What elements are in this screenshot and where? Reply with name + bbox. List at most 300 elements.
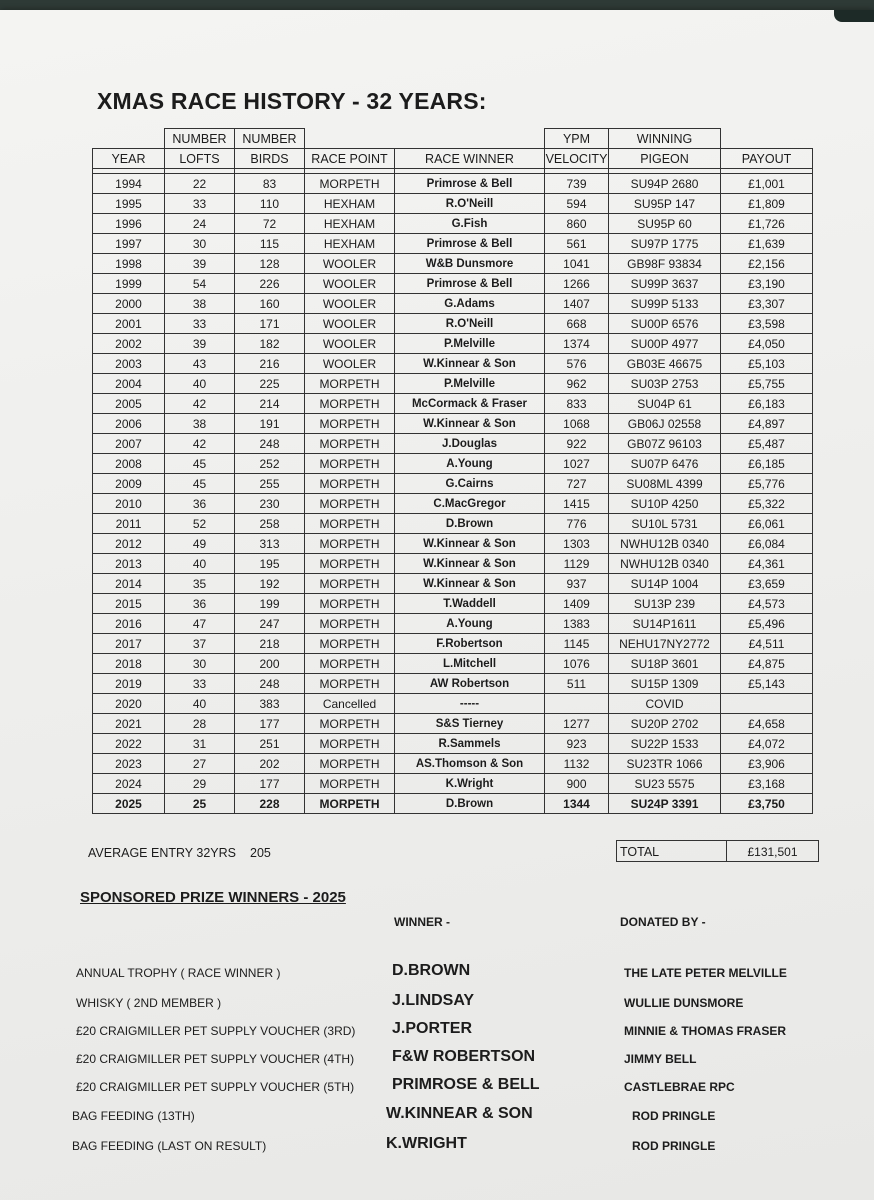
table-row bbox=[93, 314, 813, 334]
cell-velocity: 860 bbox=[545, 214, 609, 234]
cell-payout: £5,487 bbox=[721, 434, 813, 454]
cell-payout: £1,001 bbox=[721, 174, 813, 194]
cell-lofts: 39 bbox=[165, 254, 235, 274]
cell-birds: 218 bbox=[235, 634, 305, 654]
cell-year: 2018 bbox=[93, 654, 165, 674]
cell-year: 1994 bbox=[93, 174, 165, 194]
cell-payout: £2,156 bbox=[721, 254, 813, 274]
cell-payout: £4,511 bbox=[721, 634, 813, 654]
cell-lofts: 33 bbox=[165, 194, 235, 214]
cell-payout: £3,307 bbox=[721, 294, 813, 314]
cell-lofts: 37 bbox=[165, 634, 235, 654]
cell-race-point: MORPETH bbox=[305, 554, 395, 574]
cell-race-winner: McCormack & Fraser bbox=[395, 394, 545, 414]
table-row bbox=[93, 194, 813, 214]
header-ypm: YPM bbox=[545, 129, 609, 149]
cell-race-point: MORPETH bbox=[305, 494, 395, 514]
cell-race-point: MORPETH bbox=[305, 434, 395, 454]
prize-winner: J.PORTER bbox=[392, 1020, 473, 1037]
cell-birds: 192 bbox=[235, 574, 305, 594]
cell-velocity: 833 bbox=[545, 394, 609, 414]
cell-race-winner: A.Young bbox=[395, 454, 545, 474]
cell-pigeon: GB98F 93834 bbox=[609, 254, 721, 274]
cell-year: 2017 bbox=[93, 634, 165, 654]
header-payout: PAYOUT bbox=[721, 149, 813, 169]
cell-velocity: 1407 bbox=[545, 294, 609, 314]
cell-payout: £1,639 bbox=[721, 234, 813, 254]
cell-year: 2007 bbox=[93, 434, 165, 454]
cell-lofts: 42 bbox=[165, 394, 235, 414]
cell-lofts: 22 bbox=[165, 174, 235, 194]
cell-lofts: 30 bbox=[165, 654, 235, 674]
prize-donor: THE LATE PETER MELVILLE bbox=[624, 966, 787, 980]
cell-race-point: MORPETH bbox=[305, 474, 395, 494]
cell-velocity: 1132 bbox=[545, 754, 609, 774]
cell-birds: 225 bbox=[235, 374, 305, 394]
cell-lofts: 38 bbox=[165, 294, 235, 314]
header-pigeon: PIGEON bbox=[609, 149, 721, 169]
cell-lofts: 43 bbox=[165, 354, 235, 374]
cell-year: 1996 bbox=[93, 214, 165, 234]
cell-year: 1995 bbox=[93, 194, 165, 214]
prize-row bbox=[0, 1044, 874, 1072]
cell-year: 2024 bbox=[93, 774, 165, 794]
cell-birds: 228 bbox=[235, 794, 305, 814]
cell-pigeon: GB06J 02558 bbox=[609, 414, 721, 434]
prize-label: WHISKY ( 2ND MEMBER ) bbox=[76, 996, 222, 1010]
table-row bbox=[93, 434, 813, 454]
cell-race-winner: W.Kinnear & Son bbox=[395, 534, 545, 554]
cell-lofts: 45 bbox=[165, 454, 235, 474]
cell-velocity: 1415 bbox=[545, 494, 609, 514]
cell-year: 2004 bbox=[93, 374, 165, 394]
cell-race-winner: W.Kinnear & Son bbox=[395, 574, 545, 594]
prize-label: £20 CRAIGMILLER PET SUPPLY VOUCHER (4TH) bbox=[76, 1052, 355, 1066]
cell-race-winner: D.Brown bbox=[395, 514, 545, 534]
cell-race-point: MORPETH bbox=[305, 654, 395, 674]
cell-payout: £4,897 bbox=[721, 414, 813, 434]
cell-velocity: 1027 bbox=[545, 454, 609, 474]
prize-donor: ROD PRINGLE bbox=[632, 1139, 716, 1153]
cell-birds: 182 bbox=[235, 334, 305, 354]
prize-label: ANNUAL TROPHY ( RACE WINNER ) bbox=[76, 966, 281, 980]
cell-race-point: MORPETH bbox=[305, 414, 395, 434]
cell-velocity: 1145 bbox=[545, 634, 609, 654]
cell-lofts: 30 bbox=[165, 234, 235, 254]
cell-birds: 258 bbox=[235, 514, 305, 534]
cell-lofts: 52 bbox=[165, 514, 235, 534]
header-velocity: VELOCITY bbox=[545, 149, 609, 169]
cell-race-winner: ----- bbox=[395, 694, 545, 714]
cell-velocity: 727 bbox=[545, 474, 609, 494]
cell-race-point: WOOLER bbox=[305, 274, 395, 294]
prize-label: BAG FEEDING (LAST ON RESULT) bbox=[72, 1139, 267, 1153]
cell-year: 1997 bbox=[93, 234, 165, 254]
cell-year: 2025 bbox=[93, 794, 165, 814]
cell-race-winner: J.Douglas bbox=[395, 434, 545, 454]
cell-birds: 128 bbox=[235, 254, 305, 274]
cell-velocity: 1409 bbox=[545, 594, 609, 614]
cell-year: 2016 bbox=[93, 614, 165, 634]
cell-race-winner: W.Kinnear & Son bbox=[395, 354, 545, 374]
header-race-winner: RACE WINNER bbox=[395, 149, 545, 169]
cell-birds: 202 bbox=[235, 754, 305, 774]
header-number-lofts-top: NUMBER bbox=[165, 129, 235, 149]
cell-race-winner: R.Sammels bbox=[395, 734, 545, 754]
cell-race-winner: S&S Tierney bbox=[395, 714, 545, 734]
cell-race-point: MORPETH bbox=[305, 594, 395, 614]
cell-race-point: WOOLER bbox=[305, 354, 395, 374]
cell-year: 2000 bbox=[93, 294, 165, 314]
cell-velocity: 900 bbox=[545, 774, 609, 794]
prize-row bbox=[0, 1131, 874, 1159]
table-row bbox=[93, 694, 813, 714]
cell-year: 2013 bbox=[93, 554, 165, 574]
cell-birds: 110 bbox=[235, 194, 305, 214]
cell-race-winner: G.Fish bbox=[395, 214, 545, 234]
cell-payout: £3,906 bbox=[721, 754, 813, 774]
cell-velocity: 1068 bbox=[545, 414, 609, 434]
cell-velocity: 576 bbox=[545, 354, 609, 374]
table-row bbox=[93, 554, 813, 574]
cell-race-point: MORPETH bbox=[305, 374, 395, 394]
table-row bbox=[93, 214, 813, 234]
prize-label: £20 CRAIGMILLER PET SUPPLY VOUCHER (3RD) bbox=[76, 1024, 356, 1038]
table-row bbox=[93, 614, 813, 634]
cell-pigeon: SU00P 6576 bbox=[609, 314, 721, 334]
cell-birds: 171 bbox=[235, 314, 305, 334]
table-row bbox=[93, 574, 813, 594]
cell-race-point: WOOLER bbox=[305, 334, 395, 354]
cell-lofts: 40 bbox=[165, 694, 235, 714]
header-row-top bbox=[93, 129, 813, 149]
cell-race-winner: W.Kinnear & Son bbox=[395, 414, 545, 434]
cell-race-winner: G.Adams bbox=[395, 294, 545, 314]
cell-pigeon: SU00P 4977 bbox=[609, 334, 721, 354]
cell-velocity: 923 bbox=[545, 734, 609, 754]
cell-race-winner: A.Young bbox=[395, 614, 545, 634]
cell-year: 2020 bbox=[93, 694, 165, 714]
cell-birds: 115 bbox=[235, 234, 305, 254]
cell-lofts: 35 bbox=[165, 574, 235, 594]
cell-year: 2023 bbox=[93, 754, 165, 774]
cell-velocity: 776 bbox=[545, 514, 609, 534]
cell-payout: £3,659 bbox=[721, 574, 813, 594]
table-row bbox=[93, 754, 813, 774]
cell-pigeon: SU14P1611 bbox=[609, 614, 721, 634]
prize-row bbox=[0, 1016, 874, 1044]
cell-lofts: 24 bbox=[165, 214, 235, 234]
cell-pigeon: NEHU17NY2772 bbox=[609, 634, 721, 654]
cell-pigeon: SU95P 147 bbox=[609, 194, 721, 214]
cell-race-winner: Primrose & Bell bbox=[395, 274, 545, 294]
cell-birds: 177 bbox=[235, 774, 305, 794]
cell-year: 2019 bbox=[93, 674, 165, 694]
cell-payout: £4,072 bbox=[721, 734, 813, 754]
cell-birds: 200 bbox=[235, 654, 305, 674]
cell-pigeon: NWHU12B 0340 bbox=[609, 554, 721, 574]
cell-lofts: 31 bbox=[165, 734, 235, 754]
header-birds: BIRDS bbox=[235, 149, 305, 169]
table-row bbox=[93, 734, 813, 754]
table-row bbox=[93, 774, 813, 794]
cell-pigeon: SU07P 6476 bbox=[609, 454, 721, 474]
table-row bbox=[93, 374, 813, 394]
prize-row bbox=[0, 1072, 874, 1100]
cell-year: 2022 bbox=[93, 734, 165, 754]
header-winning: WINNING bbox=[609, 129, 721, 149]
cell-birds: 195 bbox=[235, 554, 305, 574]
cell-birds: 248 bbox=[235, 434, 305, 454]
cell-race-winner: D.Brown bbox=[395, 794, 545, 814]
cell-payout: £5,103 bbox=[721, 354, 813, 374]
cell-pigeon: SU03P 2753 bbox=[609, 374, 721, 394]
cell-payout: £3,598 bbox=[721, 314, 813, 334]
cell-race-point: MORPETH bbox=[305, 774, 395, 794]
cell-pigeon: SU22P 1533 bbox=[609, 734, 721, 754]
cell-birds: 247 bbox=[235, 614, 305, 634]
header-lofts: LOFTS bbox=[165, 149, 235, 169]
cell-year: 2006 bbox=[93, 414, 165, 434]
cell-race-winner: T.Waddell bbox=[395, 594, 545, 614]
cell-payout bbox=[721, 694, 813, 714]
table-body bbox=[93, 169, 813, 814]
table-row bbox=[93, 494, 813, 514]
cell-race-winner: R.O'Neill bbox=[395, 314, 545, 334]
cell-race-point: WOOLER bbox=[305, 254, 395, 274]
cell-race-point: HEXHAM bbox=[305, 194, 395, 214]
cell-birds: 83 bbox=[235, 174, 305, 194]
cell-race-winner: K.Wright bbox=[395, 774, 545, 794]
cell-velocity: 1041 bbox=[545, 254, 609, 274]
cell-year: 2003 bbox=[93, 354, 165, 374]
table-row bbox=[93, 394, 813, 414]
table-row bbox=[93, 674, 813, 694]
prize-row bbox=[0, 1101, 874, 1129]
cell-lofts: 36 bbox=[165, 494, 235, 514]
cell-payout: £4,658 bbox=[721, 714, 813, 734]
cell-pigeon: NWHU12B 0340 bbox=[609, 534, 721, 554]
cell-velocity: 594 bbox=[545, 194, 609, 214]
header-year: YEAR bbox=[93, 149, 165, 169]
cell-birds: 230 bbox=[235, 494, 305, 514]
cell-race-point: HEXHAM bbox=[305, 214, 395, 234]
cell-race-point: WOOLER bbox=[305, 314, 395, 334]
cell-race-point: MORPETH bbox=[305, 674, 395, 694]
cell-velocity: 1277 bbox=[545, 714, 609, 734]
cell-year: 2005 bbox=[93, 394, 165, 414]
cell-payout: £5,322 bbox=[721, 494, 813, 514]
cell-race-point: MORPETH bbox=[305, 574, 395, 594]
cell-velocity: 561 bbox=[545, 234, 609, 254]
cell-race-point: MORPETH bbox=[305, 534, 395, 554]
cell-birds: 252 bbox=[235, 454, 305, 474]
prize-row bbox=[0, 988, 874, 1016]
cell-lofts: 29 bbox=[165, 774, 235, 794]
cell-lofts: 33 bbox=[165, 314, 235, 334]
cell-year: 2014 bbox=[93, 574, 165, 594]
cell-velocity: 1344 bbox=[545, 794, 609, 814]
table-row bbox=[93, 234, 813, 254]
cell-payout: £5,496 bbox=[721, 614, 813, 634]
cell-payout: £4,573 bbox=[721, 594, 813, 614]
cell-race-point: MORPETH bbox=[305, 174, 395, 194]
cell-pigeon: SU95P 60 bbox=[609, 214, 721, 234]
table-row bbox=[93, 414, 813, 434]
cell-lofts: 49 bbox=[165, 534, 235, 554]
table-row bbox=[93, 654, 813, 674]
total-value: £131,501 bbox=[727, 840, 819, 862]
prize-donor: JIMMY BELL bbox=[624, 1052, 697, 1066]
cell-pigeon: SU08ML 4399 bbox=[609, 474, 721, 494]
cell-payout: £6,185 bbox=[721, 454, 813, 474]
cell-payout: £6,084 bbox=[721, 534, 813, 554]
cell-race-winner: R.O'Neill bbox=[395, 194, 545, 214]
table-row bbox=[93, 274, 813, 294]
prize-row bbox=[0, 958, 874, 986]
prize-winner: PRIMROSE & BELL bbox=[392, 1076, 540, 1093]
cell-pigeon: SU94P 2680 bbox=[609, 174, 721, 194]
cell-birds: 313 bbox=[235, 534, 305, 554]
cell-race-point: MORPETH bbox=[305, 714, 395, 734]
cell-pigeon: SU97P 1775 bbox=[609, 234, 721, 254]
cell-payout: £4,361 bbox=[721, 554, 813, 574]
prize-donor: ROD PRINGLE bbox=[632, 1109, 716, 1123]
cell-pigeon: SU23 5575 bbox=[609, 774, 721, 794]
cell-pigeon: GB03E 46675 bbox=[609, 354, 721, 374]
cell-lofts: 42 bbox=[165, 434, 235, 454]
cell-lofts: 40 bbox=[165, 554, 235, 574]
cell-year: 2002 bbox=[93, 334, 165, 354]
prize-label: BAG FEEDING (13TH) bbox=[72, 1109, 195, 1123]
cell-race-winner: P.Melville bbox=[395, 374, 545, 394]
cell-velocity: 922 bbox=[545, 434, 609, 454]
paper-sheet bbox=[0, 10, 874, 1200]
cell-year: 2010 bbox=[93, 494, 165, 514]
cell-pigeon: SU23TR 1066 bbox=[609, 754, 721, 774]
cell-race-winner: Primrose & Bell bbox=[395, 234, 545, 254]
cell-payout: £1,809 bbox=[721, 194, 813, 214]
cell-pigeon: SU14P 1004 bbox=[609, 574, 721, 594]
prize-label: £20 CRAIGMILLER PET SUPPLY VOUCHER (5TH) bbox=[76, 1080, 355, 1094]
prize-winner: J.LINDSAY bbox=[392, 992, 475, 1009]
cell-lofts: 54 bbox=[165, 274, 235, 294]
prize-winner: W.KINNEAR & SON bbox=[386, 1105, 533, 1122]
cell-birds: 251 bbox=[235, 734, 305, 754]
cell-race-winner: W&B Dunsmore bbox=[395, 254, 545, 274]
cell-race-winner: C.MacGregor bbox=[395, 494, 545, 514]
cell-pigeon: SU18P 3601 bbox=[609, 654, 721, 674]
cell-lofts: 27 bbox=[165, 754, 235, 774]
cell-birds: 255 bbox=[235, 474, 305, 494]
cell-birds: 160 bbox=[235, 294, 305, 314]
cell-pigeon: SU99P 5133 bbox=[609, 294, 721, 314]
cell-payout: £4,875 bbox=[721, 654, 813, 674]
sponsored-title: SPONSORED PRIZE WINNERS - 2025 bbox=[80, 889, 346, 906]
table-row bbox=[93, 354, 813, 374]
cell-race-point: WOOLER bbox=[305, 294, 395, 314]
cell-year: 2008 bbox=[93, 454, 165, 474]
cell-pigeon: GB07Z 96103 bbox=[609, 434, 721, 454]
cell-velocity: 1383 bbox=[545, 614, 609, 634]
cell-year: 2011 bbox=[93, 514, 165, 534]
cell-race-point: MORPETH bbox=[305, 394, 395, 414]
cell-velocity: 668 bbox=[545, 314, 609, 334]
cell-lofts: 33 bbox=[165, 674, 235, 694]
cell-race-winner: AS.Thomson & Son bbox=[395, 754, 545, 774]
cell-payout: £5,776 bbox=[721, 474, 813, 494]
cell-payout: £5,755 bbox=[721, 374, 813, 394]
cell-velocity: 739 bbox=[545, 174, 609, 194]
cell-lofts: 47 bbox=[165, 614, 235, 634]
cell-birds: 214 bbox=[235, 394, 305, 414]
cell-pigeon: SU15P 1309 bbox=[609, 674, 721, 694]
cell-payout: £1,726 bbox=[721, 214, 813, 234]
cell-race-point: MORPETH bbox=[305, 514, 395, 534]
table-row bbox=[93, 474, 813, 494]
cell-velocity: 962 bbox=[545, 374, 609, 394]
cell-birds: 191 bbox=[235, 414, 305, 434]
cell-year: 2021 bbox=[93, 714, 165, 734]
cell-payout: £3,190 bbox=[721, 274, 813, 294]
prize-winner: K.WRIGHT bbox=[386, 1135, 467, 1152]
table-row bbox=[93, 334, 813, 354]
cell-birds: 199 bbox=[235, 594, 305, 614]
race-history-table bbox=[92, 128, 813, 814]
total-label: TOTAL bbox=[616, 840, 727, 862]
cell-race-winner: G.Cairns bbox=[395, 474, 545, 494]
table-row bbox=[93, 174, 813, 194]
cell-race-winner: P.Melville bbox=[395, 334, 545, 354]
cell-race-point: MORPETH bbox=[305, 754, 395, 774]
prize-winner: D.BROWN bbox=[392, 962, 471, 979]
cell-payout: £6,183 bbox=[721, 394, 813, 414]
table-row bbox=[93, 634, 813, 654]
cell-payout: £3,750 bbox=[721, 794, 813, 814]
table-row bbox=[93, 594, 813, 614]
cell-birds: 177 bbox=[235, 714, 305, 734]
cell-payout: £5,143 bbox=[721, 674, 813, 694]
prize-donor: CASTLEBRAE RPC bbox=[624, 1080, 735, 1094]
cell-race-point: HEXHAM bbox=[305, 234, 395, 254]
cell-year: 2009 bbox=[93, 474, 165, 494]
cell-pigeon: SU10L 5731 bbox=[609, 514, 721, 534]
cell-birds: 226 bbox=[235, 274, 305, 294]
cell-race-point: MORPETH bbox=[305, 454, 395, 474]
cell-velocity: 1374 bbox=[545, 334, 609, 354]
table-row bbox=[93, 254, 813, 274]
cell-velocity: 1303 bbox=[545, 534, 609, 554]
cell-pigeon: COVID bbox=[609, 694, 721, 714]
background-corner bbox=[834, 10, 874, 22]
cell-birds: 248 bbox=[235, 674, 305, 694]
table-row bbox=[93, 514, 813, 534]
table-row bbox=[93, 454, 813, 474]
table-row bbox=[93, 794, 813, 814]
prize-winner: F&W ROBERTSON bbox=[392, 1048, 536, 1065]
cell-velocity: 937 bbox=[545, 574, 609, 594]
cell-lofts: 36 bbox=[165, 594, 235, 614]
cell-race-point: Cancelled bbox=[305, 694, 395, 714]
cell-velocity: 511 bbox=[545, 674, 609, 694]
donated-column-header: DONATED BY - bbox=[620, 915, 706, 929]
cell-year: 2015 bbox=[93, 594, 165, 614]
cell-year: 1998 bbox=[93, 254, 165, 274]
cell-pigeon: SU99P 3637 bbox=[609, 274, 721, 294]
cell-velocity: 1129 bbox=[545, 554, 609, 574]
cell-race-winner: W.Kinnear & Son bbox=[395, 554, 545, 574]
header-row bbox=[93, 149, 813, 169]
